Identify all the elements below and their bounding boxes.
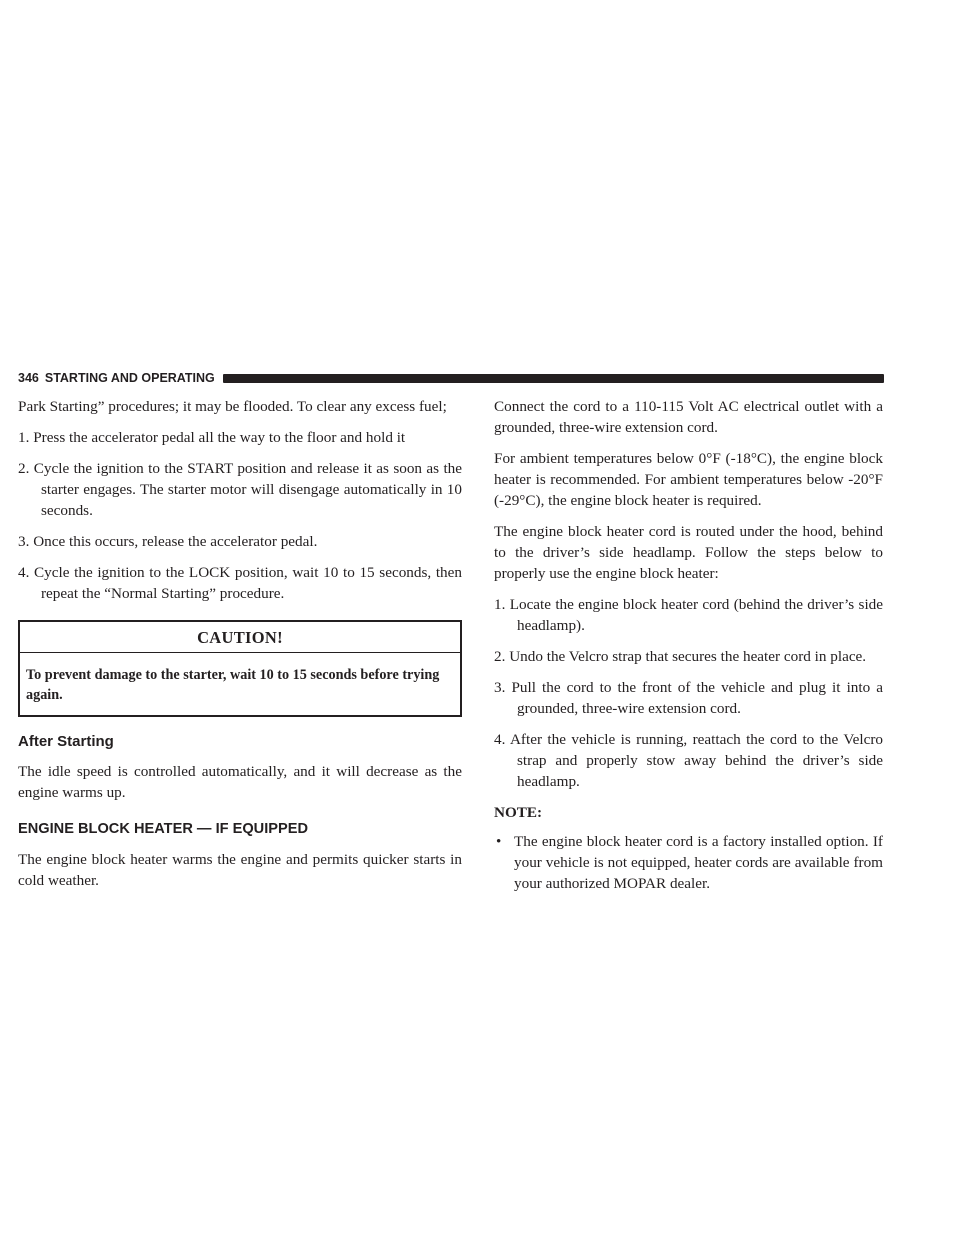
right-column: [494, 396, 883, 894]
note-bullet-text: The engine block heater cord is a factory installed option. If your vehicle is not equipped, heater cords are available from your authorized MOPAR dealer.: [514, 833, 883, 892]
note-label: NOTE:: [494, 804, 543, 821]
heater-step-3: 3. Pull the cord to the front of the vehicle and plug it into a grounded, three-wire extension cord.: [494, 679, 883, 717]
left-column: [18, 396, 462, 901]
routed-paragraph: The engine block heater cord is routed under the hood, behind to the driver’s side headlamp. Follow the steps below to properly use the engine block heater:: [494, 523, 883, 582]
clear-fuel-step-4: 4. Cycle the ignition to the LOCK position, wait 10 to 15 seconds, then repeat the “Normal Starting” procedure.: [18, 564, 462, 602]
connect-paragraph: Connect the cord to a 110-115 Volt AC electrical outlet with a grounded, three-wire extension cord.: [494, 398, 883, 436]
caution-box: [18, 620, 462, 717]
clear-fuel-step-3: 3. Once this occurs, release the accelerator pedal.: [18, 533, 318, 550]
clear-fuel-step-2: 2. Cycle the ignition to the START position and release it as soon as the starter engages. The starter motor will disengage automatically in 10 seconds.: [18, 460, 462, 519]
page-number: 346: [18, 371, 39, 385]
engine-block-heater-paragraph: The engine block heater warms the engine and permits quicker starts in cold weather.: [18, 851, 462, 889]
header-rule: [223, 374, 884, 383]
intro-paragraph: Park Starting” procedures; it may be flooded. To clear any excess fuel;: [18, 398, 447, 415]
bullet-icon: •: [496, 833, 502, 850]
heater-step-2: 2. Undo the Velcro strap that secures the heater cord in place.: [494, 648, 867, 665]
page-header: [18, 370, 884, 386]
note-bullet-item: [494, 831, 883, 894]
after-starting-heading: After Starting: [18, 733, 114, 750]
section-title: STARTING AND OPERATING: [44, 371, 215, 385]
heater-step-1: 1. Locate the engine block heater cord (behind the driver’s side headlamp).: [494, 596, 883, 634]
caution-text: To prevent damage to the starter, wait 10 to 15 seconds before trying again.: [26, 667, 440, 703]
heater-step-4: 4. After the vehicle is running, reattach the cord to the Velcro strap and properly stow away behind the driver’s side headlamp.: [494, 731, 883, 790]
caution-title: CAUTION!: [20, 622, 460, 653]
temperature-paragraph: For ambient temperatures below 0°F (-18°C), the engine block heater is recommended. For ambient temperatures below -20°F (-29°C), the engine block heater is required.: [494, 450, 883, 509]
clear-fuel-step-1: 1. Press the accelerator pedal all the way to the floor and hold it: [18, 429, 406, 446]
after-starting-paragraph: The idle speed is controlled automatically, and it will decrease as the engine warms up.: [18, 763, 462, 801]
engine-block-heater-heading: ENGINE BLOCK HEATER — IF EQUIPPED: [18, 821, 309, 837]
